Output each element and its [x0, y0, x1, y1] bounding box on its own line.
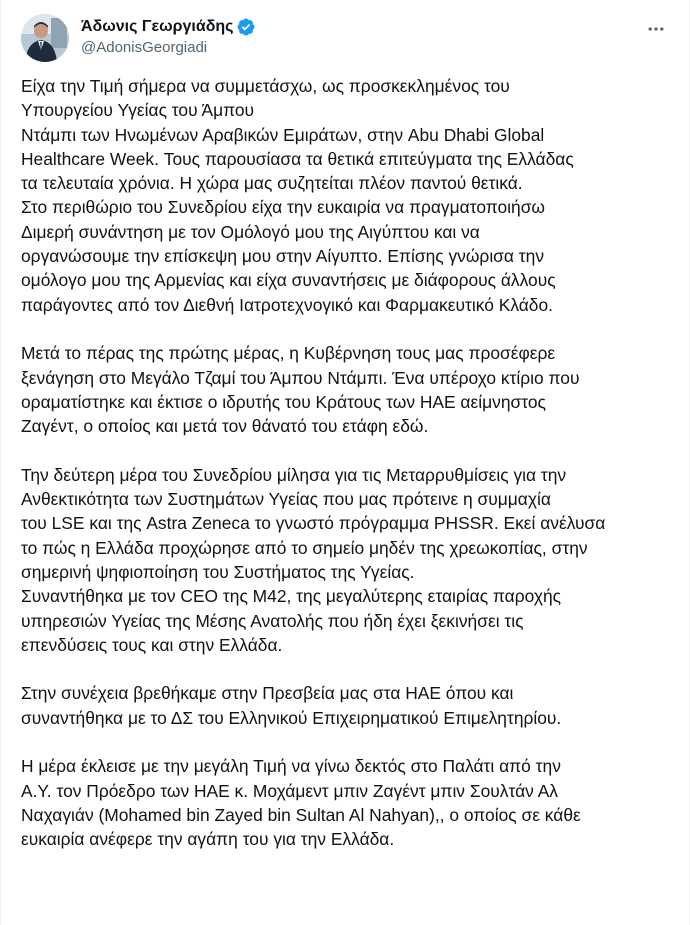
more-options-button[interactable]: [639, 14, 673, 44]
tweet-text-line: Α.Υ. τον Πρόεδρο των ΗΑΕ κ. Μοχάμεντ μπιν Ζαγέντ μπιν Σουλτάν Αλ: [21, 780, 559, 801]
tweet-paragraph: [21, 341, 661, 438]
tweet-text-line: επενδύσεις τους και στην Ελλάδα.: [21, 634, 283, 655]
tweet-text-line: Η μέρα έκλεισε με την μεγάλη Τιμή να γίνω δεκτός στο Παλάτι από την: [21, 756, 561, 777]
tweet-paragraph: [21, 754, 661, 851]
tweet-header: [21, 14, 673, 62]
tweet-text-line: Ζαγέντ, ο οποίος και μετά τον θάνατό του ετάφη εδώ.: [21, 416, 429, 437]
tweet-paragraph: [21, 463, 661, 657]
tweet-text-line: Στην συνέχεια βρεθήκαμε στην Πρεσβεία μας στα ΗΑΕ όπου και: [21, 683, 514, 704]
tweet-text-line: συναντήθηκα με το ΔΣ του Ελληνικού Επιχειρηματικού Επιμελητηρίου.: [21, 707, 562, 728]
tweet-text-line: σημερινή ψηφιοποίηση του Συστήματος της Υγείας.: [21, 561, 415, 582]
tweet-text-line: Διμερή συνάντηση με τον Ομόλογό μου της Αιγύπτου και να: [21, 221, 480, 242]
display-name-row: [81, 16, 256, 38]
tweet-text-line: υπηρεσιών Υγείας της Μέσης Ανατολής που ήδη έχει ξεκινήσει τις: [21, 610, 524, 631]
profile-photo-icon: [21, 14, 69, 62]
tweet-paragraph: [21, 681, 661, 730]
tweet-text-line: ευκαιρία ανέφερε την αγάπη του για την Ελλάδα.: [21, 829, 395, 850]
tweet-text-line: Υπουργείου Υγείας του Άμπου: [21, 100, 255, 121]
tweet-text-line: τα τελευταία χρόνια. Η χώρα μας συζητείται πλέον παντού θετικά.: [21, 173, 523, 194]
author-avatar[interactable]: [21, 14, 69, 62]
more-horizontal-icon: [646, 19, 666, 39]
tweet-text-line: Μετά το πέρας της πρώτης μέρας, η Κυβέρνηση τους μας προσέφερε: [21, 343, 556, 364]
tweet-text-line: το πώς η Ελλάδα προχώρησε από το σημείο μηδέν της χρεωκοπίας, στην: [21, 537, 588, 558]
tweet-text-line: παράγοντες από τον Διεθνή Ιατροτεχνογικό και Φαρμακευτικό Κλάδο.: [21, 294, 553, 315]
tweet-text-line: οργανώσουμε την επίσκεψη μου στην Αίγυπτο. Επίσης γνώρισα την: [21, 246, 545, 267]
tweet-text-line: Συναντήθηκα με τον CEO της M42, της μεγαλύτερης εταιρίας παροχής: [21, 586, 562, 607]
tweet-text-line: ξενάγηση στο Μεγάλο Τζαμί του Άμπου Ντάμπι. Ένα υπέροχο κτίριο που: [21, 367, 580, 388]
tweet-text-line: οραματίστηκε και έκτισε ο ιδρυτής του Κράτους των ΗΑΕ αείμνηστος: [21, 391, 546, 412]
tweet-text-line: Είχα την Τιμή σήμερα να συμμετάσχω, ως προσκεκλημένος του: [21, 76, 510, 96]
tweet-text-line: Healthcare Week. Τους παρουσίασα τα θετικά επιτεύγματα της Ελλάδας: [21, 148, 574, 169]
tweet-text-line: Ανθεκτικότητα των Συστημάτων Υγείας που μας πρότεινε η συμμαχία: [21, 489, 551, 510]
tweet-text-line: Ντάμπι των Ηνωμένων Αραβικών Εμιράτων, στην Abu Dhabi Global: [21, 124, 545, 145]
tweet-paragraph: [21, 74, 661, 317]
tweet-text-line: Την δεύτερη μέρα του Συνεδρίου μίλησα για τις Μεταρρυθμίσεις για την: [21, 464, 567, 485]
verified-badge-icon: [236, 17, 256, 37]
tweet-text-line: Ναχαγιάν (Mohamed bin Zayed bin Sultan Al Nahyan),, ο οποίος σε κάθε: [21, 804, 581, 825]
tweet-text-line: Στο περιθώριο του Συνεδρίου είχα την ευκαιρία να πραγματοποιήσω: [21, 197, 546, 218]
tweet-text-line: του LSE και της Astra Zeneca το γνωστό πρόγραμμα PHSSR. Εκεί ανέλυσα: [21, 513, 606, 534]
tweet-text: [21, 74, 661, 876]
author-names: [81, 16, 256, 56]
author-display-name[interactable]: Άδωνις Γεωργιάδης: [81, 18, 234, 35]
author-handle[interactable]: @AdonisGeorgiadi: [81, 39, 208, 56]
tweet-text-line: ομόλογο μου της Αρμενίας και είχα συναντήσεις με διάφορους άλλους: [21, 270, 556, 291]
